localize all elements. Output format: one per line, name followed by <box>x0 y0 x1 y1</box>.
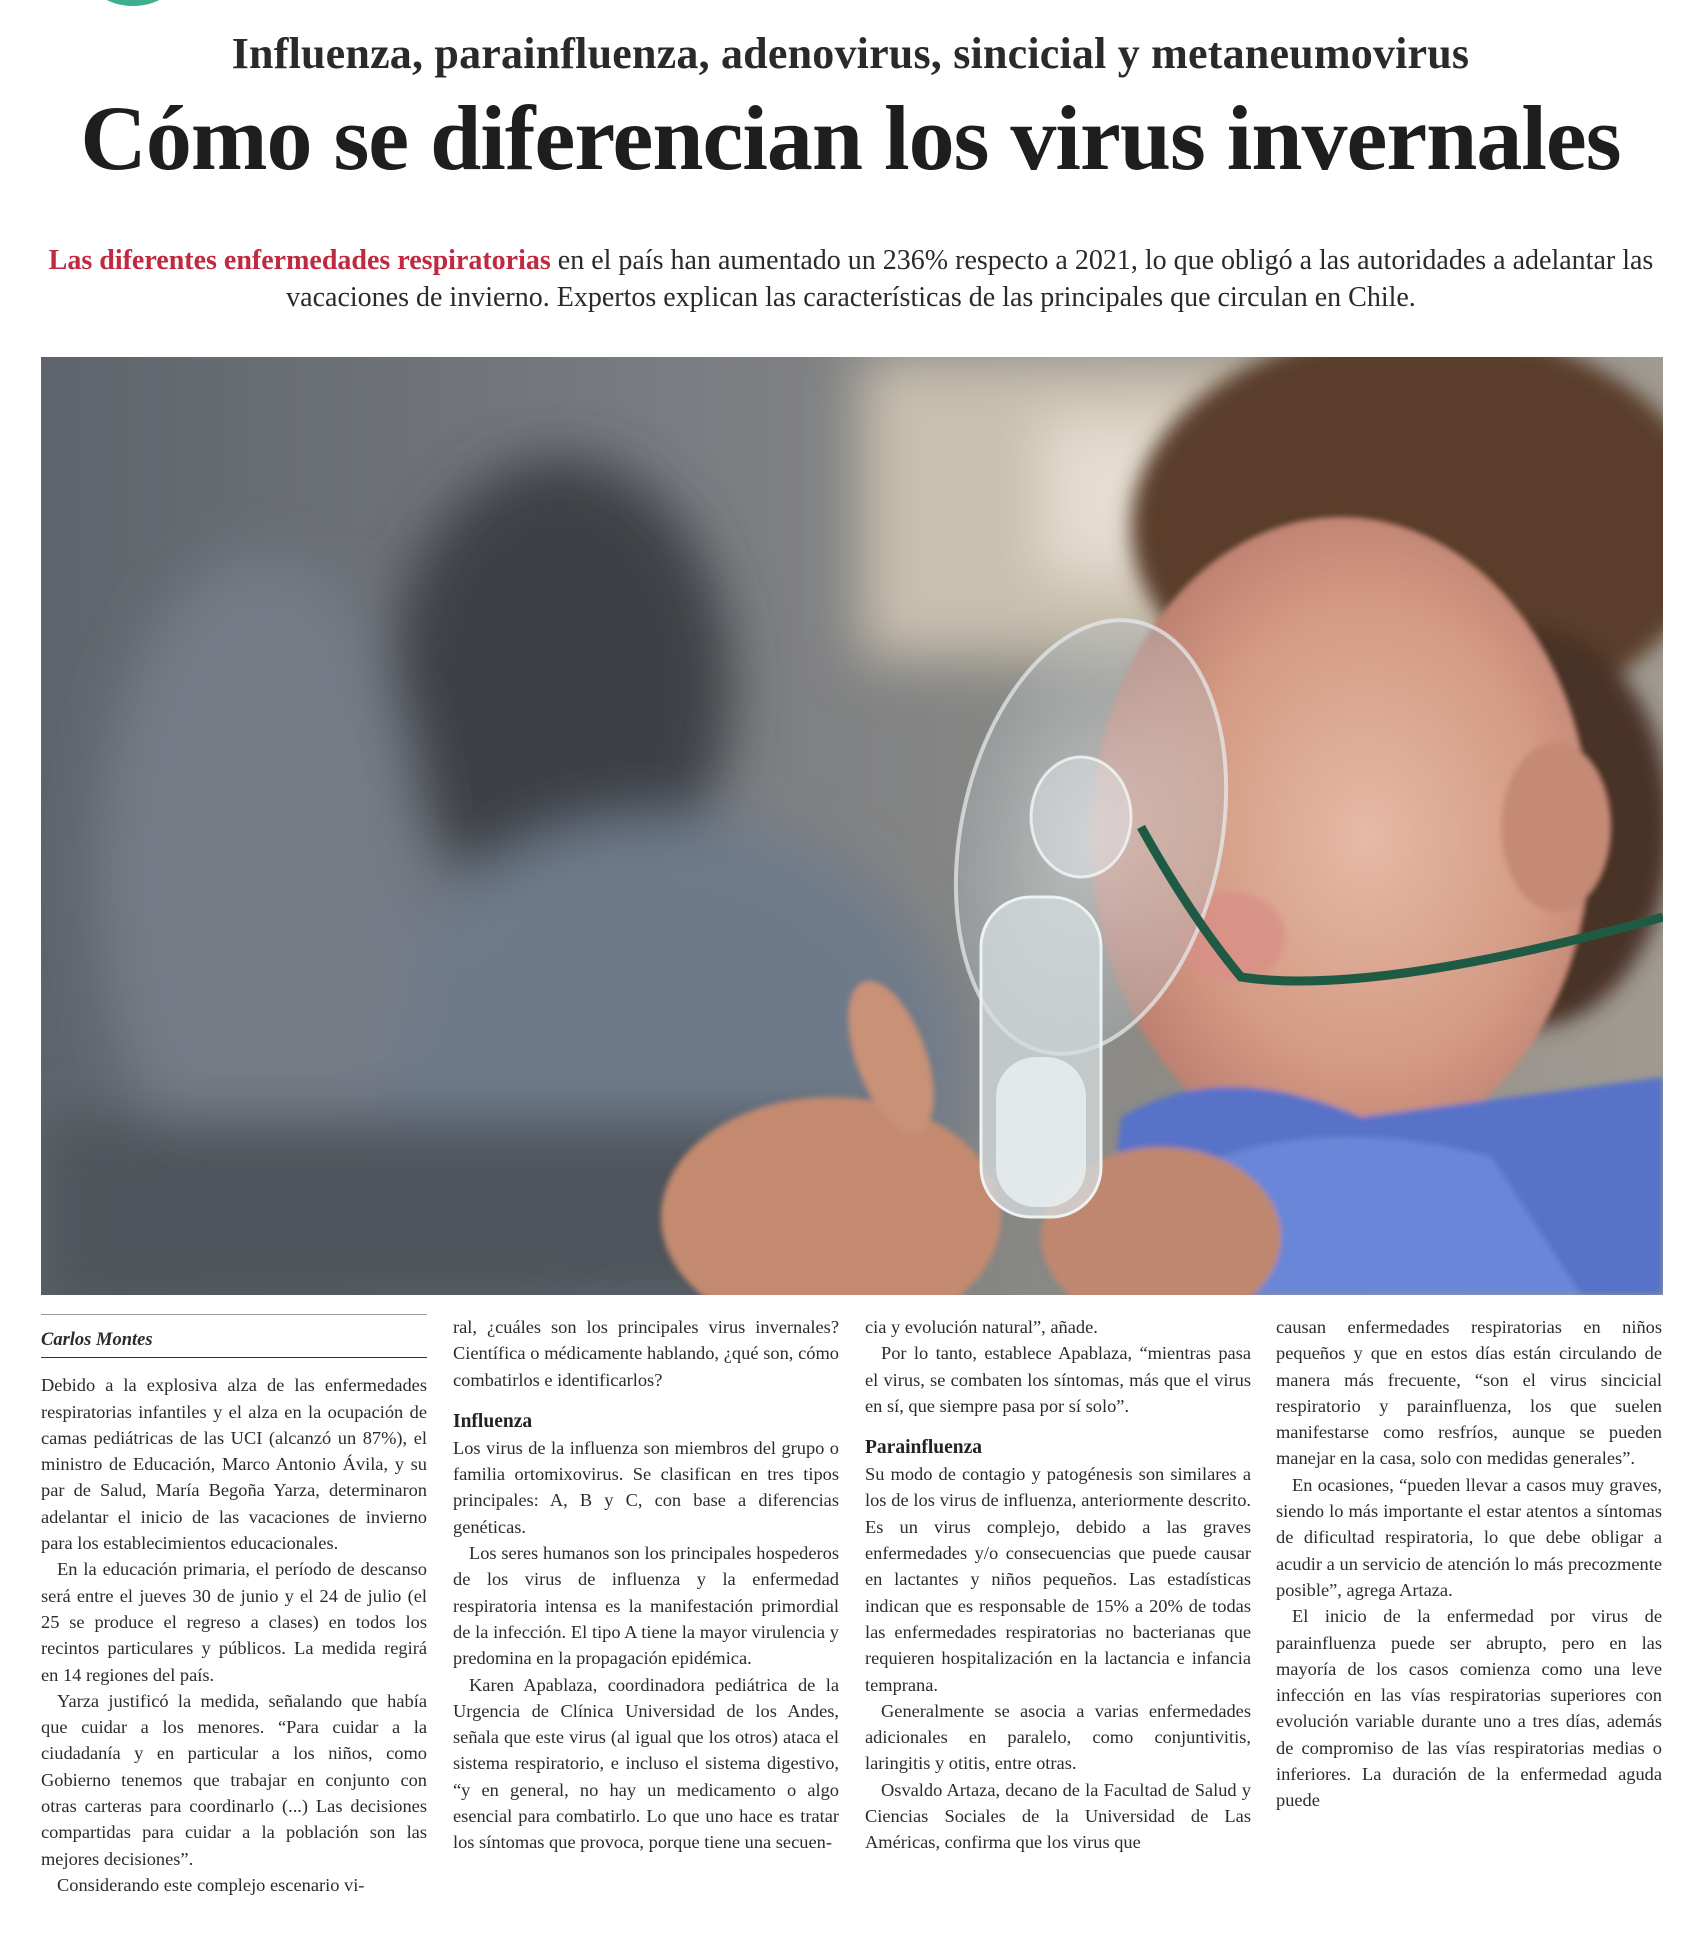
body-paragraph: El inicio de la enfermedad por virus de parainfluenza puede ser abrupto, pero en las mayoría de los casos comienza como una leve infección en las vías respiratorias superiores con evolución variable durante uno a tres días, además de compromiso de las vías respiratorias medias o inferiores. La duración de la enfermedad aguda puede <box>1276 1606 1662 1811</box>
corner-logo-mark <box>88 0 178 6</box>
body-paragraph: causan enfermedades respiratorias en niños pequeños y que en estos días están circulando de manera más frecuente, “son el virus sincicial respiratorio y parainfluenza, los que suelen manifestarse como resfríos, aunque se pueden manejar en la casa, solo con medidas generales”. <box>1276 1317 1662 1469</box>
body-paragraph: En la educación primaria, el período de descanso será entre el jueves 30 de junio y el 24 de julio (el 25 se produce el regreso a clases) en todos los recintos particulares y públicos. La medida regirá en 14 regiones del país. <box>41 1559 427 1685</box>
body-paragraph: cia y evolución natural”, añade. <box>865 1317 1098 1337</box>
body-paragraph: ral, ¿cuáles son los principales virus invernales? Científica o médicamente hablando, ¿qué son, cómo combatirlos e identificarlos? <box>453 1317 839 1390</box>
headline: Cómo se diferencian los virus invernales <box>80 87 1621 189</box>
article-column-3 <box>865 1314 1251 1856</box>
lead-text: en el país han aumentado un 236% respecto a 2021, lo que obligó a las autoridades a adelantar las vacaciones de invierno. Expertos explican las características de las principales que circulan en Chile. <box>286 245 1654 313</box>
kicker: Influenza, parainfluenza, adenovirus, sincicial y metaneumovirus <box>231 29 1470 78</box>
child-with-nebulizer-photo <box>41 357 1663 1295</box>
byline: Carlos Montes <box>41 1314 427 1358</box>
article-column-4 <box>1276 1314 1662 1814</box>
body-paragraph: Considerando este complejo escenario vi- <box>57 1874 365 1895</box>
body-paragraph: Yarza justificó la medida, señalando que había que cuidar a los menores. “Para cuidar a la ciudadanía y en particular a los niños, como Gobierno tenemos que trabajar en conjunto con otras carteras para coordinarlo (...) Las decisiones compartidas para cuidar a la población son las mejores decisiones”. <box>41 1690 427 1869</box>
body-paragraph: Los virus de la influenza son miembros del grupo o familia ortomixovirus. Se clasifican en tres tipos principales: A, B y C, con base a diferencias genéticas. <box>453 1437 839 1537</box>
body-paragraph: Su modo de contagio y patogénesis son similares a los de los virus de influenza, anteriormente descrito. Es un virus complejo, debido a las graves enfermedades y/o consecuencias que puede causar en lactantes y niños pequeños. Las estadísticas indican que es responsable de 15% a 20% de todas las enfermedades respiratorias no bacterianas que requieren hospitalización en la lactancia e infancia temprana. <box>865 1464 1251 1695</box>
body-paragraph: Karen Apablaza, coordinadora pediátrica de la Urgencia de Clínica Universidad de los Andes, señala que este virus (al igual que los otros) ataca el sistema respiratorio, e incluso el sistema digestivo, “y en general, no hay un medicamento o algo esencial para combatirlo. Lo que uno hace es tratar los síntomas que provoca, porque tiene una secuen- <box>453 1674 839 1853</box>
body-paragraph: Por lo tanto, establece Apablaza, “mientras pasa el virus, se combaten los síntomas, más que el virus en sí, que siempre pasa por sí solo”. <box>865 1343 1251 1416</box>
article-column-2 <box>453 1314 839 1856</box>
subhead-parainfluenza: Parainfluenza <box>865 1437 982 1459</box>
subhead-influenza: Influenza <box>453 1410 533 1432</box>
article-photo <box>41 357 1663 1295</box>
body-paragraph: Debido a la explosiva alza de las enfermedades respiratorias infantiles y el alza en la ocupación de camas pediátricas de las UCI (alcanzó un 87%), el ministro de Educación, Marco Antonio Ávila, y su par de Salud, María Begoña Yarza, determinaron adelantar el inicio de las vacaciones de invierno para los establecimientos educacionales. <box>41 1375 427 1554</box>
body-paragraph: Osvaldo Artaza, decano de la Facultad de Salud y Ciencias Sociales de la Universidad de Las Américas, confirma que los virus que <box>865 1779 1251 1853</box>
body-paragraph: Los seres humanos son los principales hospederos de los virus de influenza y la enfermedad respiratoria intensa es la manifestación primordial de la infección. El tipo A tiene la mayor virulencia y predomina en la propagación epidémica. <box>453 1543 839 1669</box>
body-paragraph: En ocasiones, “pueden llevar a casos muy graves, siendo lo más importante el estar atentos a síntomas de dificultad respiratoria, lo que debe obligar a acudir a un servicio de atención lo más precozmente posible”, agrega Artaza. <box>1276 1474 1662 1600</box>
article-column-1 <box>41 1314 427 1898</box>
lead-highlight: Las diferentes enfermedades respiratorias <box>48 245 551 276</box>
body-paragraph: Generalmente se asocia a varias enfermedades adicionales en paralelo, como conjuntivitis, laringitis y otitis, entre otras. <box>865 1700 1251 1774</box>
lead-paragraph <box>40 242 1662 316</box>
